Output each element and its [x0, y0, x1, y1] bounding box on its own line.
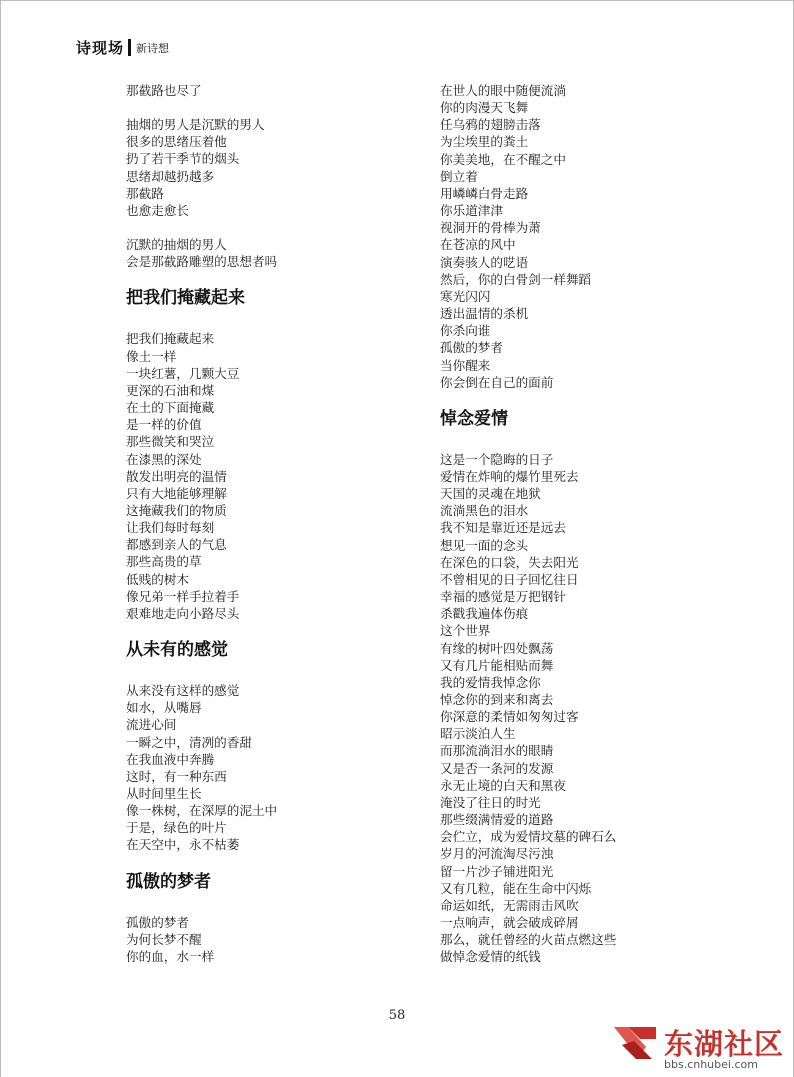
poem-line: 会伫立，成为爱情坟墓的碑石么 — [440, 829, 617, 845]
poem-title: 把我们掩藏起来 — [126, 288, 245, 309]
poem-line: 孤傲的梦者 — [126, 914, 189, 930]
poem-line: 像兄弟一样手拉着手 — [126, 588, 240, 604]
poem-line: 那些缀满情爱的道路 — [440, 812, 554, 828]
poem-line: 在世人的眼中随便流淌 — [440, 83, 566, 98]
poem-title: 孤傲的梦者 — [126, 871, 211, 892]
poem-line: 用嶙嶙白骨走路 — [440, 185, 529, 201]
right-column — [440, 82, 740, 983]
poem-line: 留一片沙子铺进阳光 — [440, 863, 554, 879]
poem-line: 做悼念爱情的纸钱 — [440, 949, 541, 965]
poem-line: 寒光闪闪 — [440, 288, 491, 304]
poem-line: 把我们掩藏起来 — [126, 331, 215, 347]
poem-line: 更深的石油和煤 — [126, 382, 215, 398]
poem-line: 那截路也尽了 — [126, 83, 202, 98]
poem-line: 你杀向谁 — [440, 323, 491, 339]
stanza — [126, 116, 416, 219]
stanza — [126, 236, 416, 270]
poem-line: 这时，有一种东西 — [126, 768, 227, 784]
poem-line: 会是那截路雕塑的思想者吗 — [126, 254, 278, 270]
poem-line: 为尘埃里的粪土 — [440, 134, 529, 150]
poem-line: 一点响声，就会破成碎屑 — [440, 915, 579, 931]
poem-line: 在漆黑的深处 — [126, 451, 202, 467]
poem-line: 永无止境的白天和黑夜 — [440, 777, 566, 793]
stanza — [126, 82, 416, 99]
page-frame-left — [0, 0, 1, 1077]
poem-line: 这是一个隐晦的日子 — [440, 451, 554, 467]
poem-line: 思绪却越扔越多 — [126, 168, 215, 184]
poem-line: 这个世界 — [440, 623, 491, 639]
poem-line: 那截路 — [126, 185, 164, 201]
poem-line: 也愈走愈长 — [126, 202, 189, 218]
poem-line: 散发出明亮的温情 — [126, 468, 227, 484]
poem-line: 当你醒来 — [440, 357, 491, 373]
page-frame-top — [0, 0, 794, 1]
poem-line: 是一样的价值 — [126, 417, 202, 433]
poem-line: 那么，就任曾经的火苗点燃这些 — [440, 932, 617, 948]
poem-line: 不曾相见的日子回忆往日 — [440, 571, 579, 587]
poem-line: 很多的思绪压着他 — [126, 134, 227, 150]
poem-line: 演奏骇人的呓语 — [440, 254, 529, 270]
poem-line: 在苍凉的风中 — [440, 237, 516, 253]
poem-line: 你乐道津津 — [440, 203, 503, 219]
poem-line: 又有几粒，能在生命中闪烁 — [440, 880, 592, 896]
poem-line: 于是，绿色的叶片 — [126, 820, 227, 836]
header-title: 诗现场 — [76, 39, 125, 57]
poem-line: 有缘的树叶四处飘荡 — [440, 640, 554, 656]
poem-line: 你会倒在自己的面前 — [440, 374, 554, 390]
poem-line: 你深意的柔情如匆匆过客 — [440, 709, 579, 725]
poem-line: 昭示淡泊人生 — [440, 726, 516, 742]
poem-line: 透出温情的杀机 — [440, 306, 529, 322]
poem-line: 艰难地走向小路尽头 — [126, 605, 240, 621]
poem-line: 又是否一条河的发源 — [440, 760, 554, 776]
poem-line: 流淌黑色的泪水 — [440, 503, 529, 519]
poem-line: 为何长梦不醒 — [126, 931, 202, 947]
poem-line: 淹没了往日的时光 — [440, 794, 541, 810]
page-number: 58 — [388, 1008, 406, 1023]
stanza — [440, 451, 740, 966]
poem-line: 天国的灵魂在地狱 — [440, 486, 541, 502]
poem-line: 岁月的河流淘尽污浊 — [440, 846, 554, 862]
poem-line: 如水，从嘴唇 — [126, 700, 202, 716]
poem-line: 像土一样 — [126, 348, 177, 364]
poem-line: 你的血，水一样 — [126, 948, 215, 964]
poem-line: 又有几片能相贴而舞 — [440, 657, 554, 673]
poem-line: 从来没有这样的感觉 — [126, 683, 240, 699]
poem-line: 从时间里生长 — [126, 786, 202, 801]
poem-line: 让我们每时每刻 — [126, 520, 215, 536]
poem-line: 那些微笑和哭泣 — [126, 434, 215, 450]
poem-line: 爱情在炸响的爆竹里死去 — [440, 468, 579, 484]
poem-line: 抽烟的男人是沉默的男人 — [126, 117, 265, 133]
header-divider — [128, 39, 131, 56]
poem-line: 视洞开的骨棒为萧 — [440, 220, 541, 236]
left-column — [126, 82, 416, 982]
poem-line: 而那流淌泪水的眼睛 — [440, 743, 554, 759]
poem-line: 在我血液中奔腾 — [126, 751, 215, 767]
stanza — [126, 914, 416, 965]
poem-line: 这掩藏我们的物质 — [126, 502, 227, 518]
poem-line: 我的爱情我悼念你 — [440, 674, 541, 690]
poem-line: 在土的下面掩藏 — [126, 400, 215, 416]
watermark-url: bbs.cnhubei.com — [664, 1058, 758, 1071]
poem-line: 沉默的抽烟的男人 — [126, 237, 227, 253]
poem-line: 幸福的感觉是万把钢针 — [440, 589, 566, 605]
stanza — [126, 682, 416, 854]
poem-title: 从未有的感觉 — [126, 640, 228, 661]
poem-line: 你美美地，在不醒之中 — [440, 151, 566, 167]
poem-line: 命运如纸，无需雨击风吹 — [440, 897, 579, 913]
watermark-logo-icon — [612, 1023, 660, 1063]
poem-title: 悼念爱情 — [440, 408, 508, 429]
poem-line: 孤傲的梦者 — [440, 340, 503, 356]
poem-line: 扔了若干季节的烟头 — [126, 151, 240, 167]
poem-line: 一块红薯，几颗大豆 — [126, 365, 240, 381]
running-header — [76, 37, 169, 58]
poem-line: 只有大地能够理解 — [126, 485, 227, 501]
poem-line: 像一株树，在深厚的泥土中 — [126, 803, 278, 819]
stanza — [440, 82, 740, 391]
poem-line: 悼念你的到来和离去 — [440, 692, 554, 707]
poem-line: 你的肉漫天飞舞 — [440, 100, 529, 116]
poem-line: 杀戳我遍体伤痕 — [440, 606, 529, 622]
poem-line: 然后，你的白骨剑一样舞蹈 — [440, 271, 592, 287]
poem-line: 流进心间 — [126, 717, 177, 733]
watermark-name: 东湖社区 — [664, 1027, 785, 1061]
header-subtitle: 新诗想 — [136, 41, 170, 55]
poem-line: 我不知是靠近还是远去 — [440, 520, 566, 536]
poem-line: 那些高贵的草 — [126, 554, 202, 570]
watermark — [608, 1020, 794, 1075]
poem-line: 低贱的树木 — [126, 571, 189, 587]
poem-line: 倒立着 — [440, 168, 478, 184]
poem-line: 在深色的口袋，失去阳光 — [440, 554, 579, 570]
poem-line: 在天空中，永不枯萎 — [126, 837, 240, 853]
poem-line: 都感到亲人的气息 — [126, 537, 227, 553]
poem-line: 想见一面的念头 — [440, 537, 529, 553]
poem-line: 任乌鸦的翅膀击落 — [440, 117, 541, 133]
stanza — [126, 330, 416, 622]
poem-line: 一瞬之中，清冽的香甜 — [126, 734, 252, 750]
